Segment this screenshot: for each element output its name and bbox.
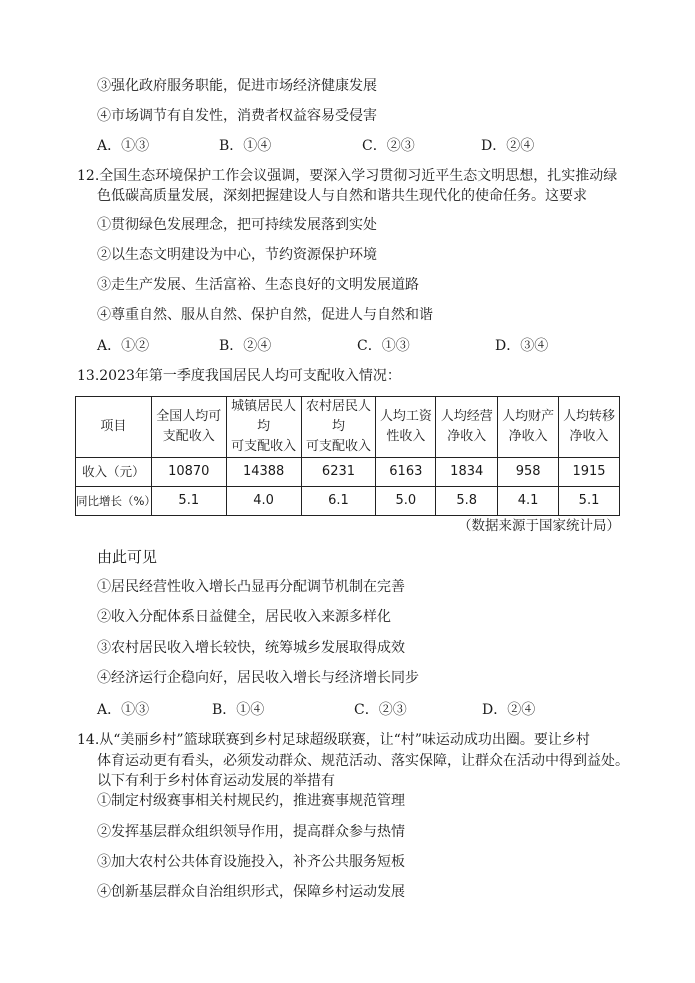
q12-option-4: ④尊重自然、服从自然、保护自然，促进人与自然和谐 [97,307,433,323]
table-cell: 14388 [226,458,301,487]
header-cell-urban: 城镇居民人均 可支配收入 [226,397,301,458]
header-cell-business: 人均经营 净收入 [436,397,498,458]
q13-stem: 13.2023年第一季度我国居民人均可支配收入情况： [77,368,401,384]
q12-choice-d[interactable]: D．③④ [495,338,549,354]
table-cell: 6.1 [301,487,376,516]
table-cell: 10870 [151,458,226,487]
q14-option-1: ①制定村级赛事相关村规民约，推进赛事规范管理 [97,793,405,809]
table-cell: 收入（元） [76,458,152,487]
q12-stem-line-1: 12.全国生态环境保护工作会议强调，要深入学习贯彻习近平生态文明思想，扎实推动绿 [77,168,618,184]
header-cell-item: 项目 [76,397,152,458]
q11-choice-c[interactable]: C．②③ [362,138,415,154]
table-cell: 5.1 [559,487,620,516]
q11-option-4: ④市场调节有自发性，消费者权益容易受侵害 [97,108,377,124]
q13-option-1: ①居民经营性收入增长凸显再分配调节机制在完善 [97,579,405,595]
q13-option-3: ③农村居民收入增长较快，统筹城乡发展取得成效 [97,640,405,656]
q12-stem-line-2: 色低碳高质量发展，深刻把握建设人与自然和谐共生现代化的使命任务。这要求 [97,188,587,204]
table-cell: 4.0 [226,487,301,516]
q11-choice-b[interactable]: B．①④ [219,138,272,154]
q12-option-3: ③走生产发展、生活富裕、生态良好的文明发展道路 [97,277,419,293]
q12-option-2: ②以生态文明建设为中心，节约资源保护环境 [97,247,377,263]
table-cell: 6231 [301,458,376,487]
q12-option-1: ①贯彻绿色发展理念，把可持续发展落到实处 [97,217,377,233]
q13-choice-b[interactable]: B．①④ [212,702,265,718]
q12-choice-b[interactable]: B．②④ [219,338,272,354]
q13-option-2: ②收入分配体系日益健全，居民收入来源多样化 [97,609,391,625]
header-cell-transfer: 人均转移 净收入 [559,397,620,458]
q14-option-2: ②发挥基层群众组织领导作用，提高群众参与热情 [97,824,405,840]
income-table [75,396,620,516]
header-cell-rural: 农村居民人均 可支配收入 [301,397,376,458]
header-cell-property: 人均财产 净收入 [498,397,559,458]
q12-choice-c[interactable]: C．①③ [357,338,410,354]
table-cell: 5.0 [376,487,436,516]
q13-lead: 由此可见 [97,548,158,566]
table-cell: 958 [498,458,559,487]
q14-option-3: ③加大农村公共体育设施投入，补齐公共服务短板 [97,854,405,870]
q11-option-3: ③强化政府服务职能，促进市场经济健康发展 [97,78,377,94]
q13-option-4: ④经济运行企稳向好，居民收入增长与经济增长同步 [97,670,419,686]
table-cell: 6163 [376,458,436,487]
q11-choice-d[interactable]: D．②④ [481,138,535,154]
header-cell-wage: 人均工资 性收入 [376,397,436,458]
q13-choice-c[interactable]: C．②③ [354,702,407,718]
q14-stem-line-2: 体育运动更有看头，必须发动群众、规范活动、落实保障，让群众在活动中得到益处。 [97,753,629,769]
q14-option-4: ④创新基层群众自治组织形式，保障乡村运动发展 [97,884,405,900]
data-source-note: （数据来源于国家统计局） [458,518,620,534]
table-row [76,487,620,516]
q11-choice-a[interactable]: A．①③ [97,138,150,154]
q13-choice-a[interactable]: A．①③ [97,702,150,718]
table-header-row [76,397,620,458]
q14-stem-line-1: 14.从“美丽乡村”篮球联赛到乡村足球超级联赛，让“村”味运动成功出圈。要让乡村 [77,732,590,748]
q13-choice-d[interactable]: D．②④ [482,702,536,718]
header-cell-national: 全国人均可 支配收入 [151,397,226,458]
table-cell: 1834 [436,458,498,487]
q14-stem-line-3: 以下有利于乡村体育运动发展的举措有 [97,773,335,789]
table-cell: 5.1 [151,487,226,516]
table-cell: 5.8 [436,487,498,516]
table-row [76,458,620,487]
table-cell: 同比增长（%） [76,487,152,516]
q12-choice-a[interactable]: A．①② [97,338,150,354]
table-cell: 1915 [559,458,620,487]
table-cell: 4.1 [498,487,559,516]
